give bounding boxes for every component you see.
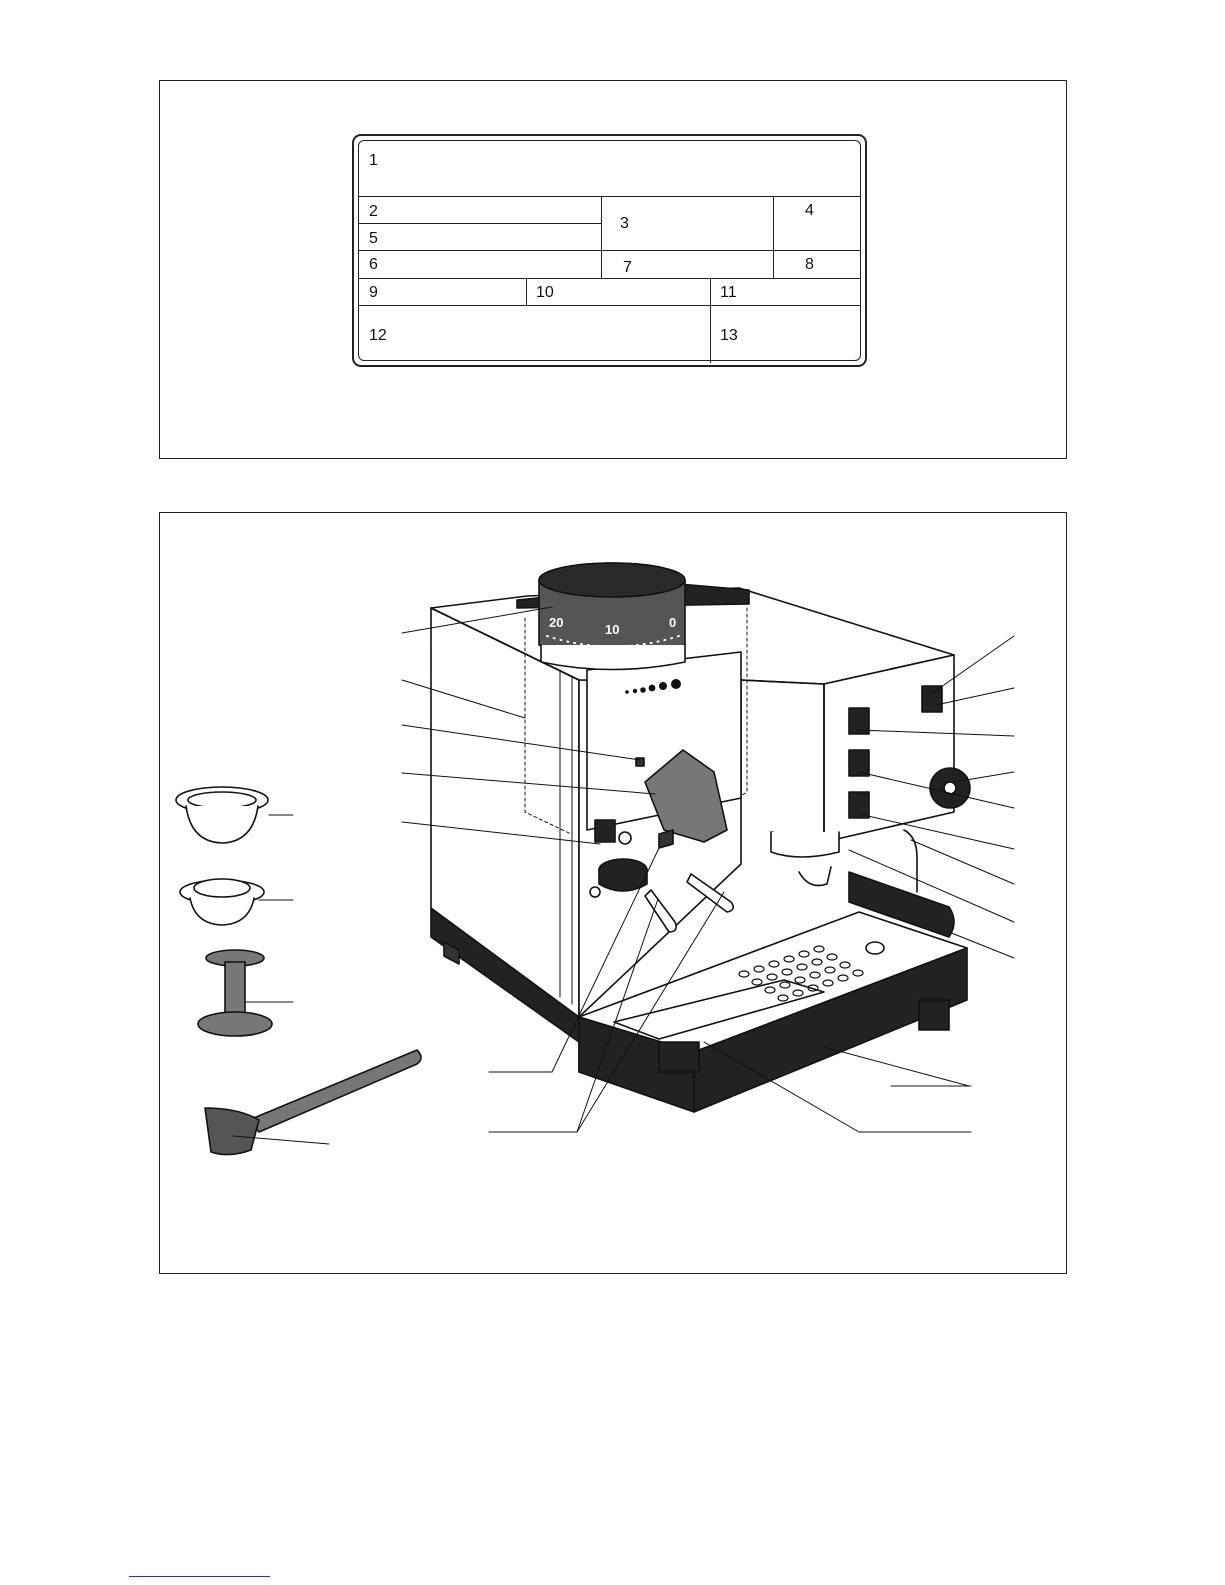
filter-basket-single: [176, 787, 268, 843]
measuring-spoon: [205, 1050, 421, 1155]
main-switch-icon: [922, 686, 942, 712]
plate-field-3: 3: [620, 215, 629, 232]
plate-field-12: 12: [369, 327, 387, 344]
rating-plate: [352, 134, 867, 367]
plate-field-13: 13: [720, 327, 738, 344]
plate-rule: [359, 250, 860, 251]
plate-field-1: 1: [369, 152, 378, 169]
plate-field-5: 5: [369, 230, 378, 247]
plate-field-7: 7: [623, 259, 632, 276]
plate-field-2: 2: [369, 203, 378, 220]
grinder-scale-10: 10: [605, 622, 620, 637]
plate-field-9: 9: [369, 284, 378, 301]
plate-field-8: 8: [805, 256, 814, 273]
plate-rule: [359, 196, 860, 197]
rating-plate-inner-border: [358, 140, 861, 361]
plate-rule: [601, 196, 602, 278]
espresso-machine-illustration: [159, 512, 1067, 1274]
plate-field-10: 10: [536, 284, 554, 301]
plate-rule: [359, 223, 601, 224]
plate-rule: [359, 278, 860, 279]
plate-field-11: 11: [720, 284, 737, 301]
plate-rule: [773, 196, 774, 278]
plate-rule: [526, 278, 527, 305]
plate-field-4: 4: [805, 202, 814, 219]
grinder-scale-20: 20: [549, 615, 564, 630]
plate-rule: [710, 278, 711, 363]
footer-link-underline[interactable]: [129, 1576, 270, 1577]
plate-rule: [359, 305, 860, 306]
grinder-scale-0: 0: [669, 615, 677, 630]
plate-field-6: 6: [369, 256, 378, 273]
tamper: [198, 950, 272, 1036]
filter-basket-double: [180, 879, 264, 925]
